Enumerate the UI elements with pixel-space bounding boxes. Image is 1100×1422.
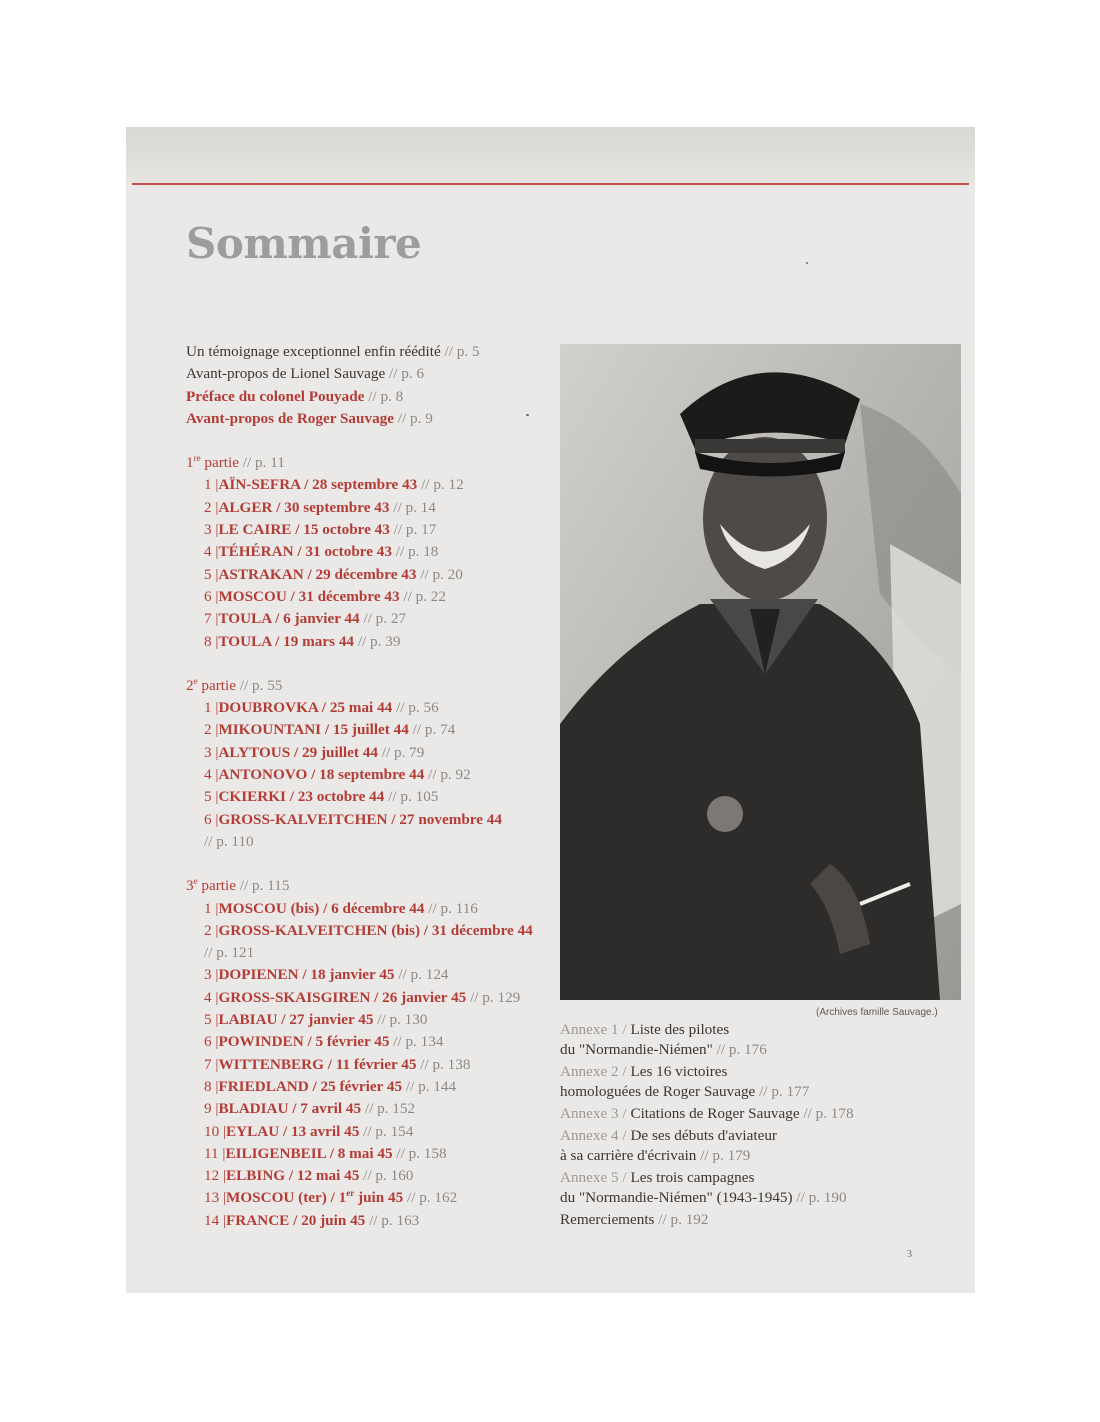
header-rule <box>132 183 969 185</box>
page-number: 3 <box>907 1249 912 1260</box>
chapter-entry[interactable]: 13 |MOSCOU (ter) / 1er juin 45 // p. 162 <box>204 1188 458 1207</box>
chapter-entry[interactable]: 8 |FRIEDLAND / 25 février 45 // p. 144 <box>204 1077 457 1095</box>
annex-entry[interactable]: Annexe 1 / Liste des pilotes du "Normandie-Niémen" // p. 176 <box>560 1021 767 1058</box>
chapter-entry[interactable]: 3 |LE CAIRE / 15 octobre 43 // p. 17 <box>204 521 437 539</box>
toc-entry[interactable]: Avant-propos de Roger Sauvage // p. 9 <box>186 409 433 427</box>
chapter-entry[interactable]: 9 |BLADIAU / 7 avril 45 // p. 152 <box>204 1100 416 1118</box>
part-heading[interactable]: 3e partie // p. 115 <box>186 876 290 895</box>
chapter-entry[interactable]: 5 |LABIAU / 27 janvier 45 // p. 130 <box>204 1011 428 1029</box>
chapter-entry[interactable]: 1 |MOSCOU (bis) / 6 décembre 44 // p. 116 <box>204 899 478 917</box>
thanks-entry[interactable]: Remerciements // p. 192 <box>560 1211 709 1228</box>
chapter-entry[interactable]: 1 |AÏN-SEFRA / 28 septembre 43 // p. 12 <box>204 476 464 494</box>
toc-entry[interactable]: Préface du colonel Pouyade // p. 8 <box>186 387 404 405</box>
paper-speck <box>526 414 529 416</box>
portrait-photo <box>560 344 961 1000</box>
paper-speck <box>806 262 808 264</box>
chapter-entry[interactable]: 7 |TOULA / 6 janvier 44 // p. 27 <box>204 610 407 628</box>
toc-entry[interactable]: Un témoignage exceptionnel enfin réédité // p. 5 <box>186 343 480 360</box>
table-of-contents <box>186 341 556 1232</box>
chapter-entry[interactable]: 4 |ANTONOVO / 18 septembre 44 // p. 92 <box>204 766 471 784</box>
toc-parts <box>186 452 556 1232</box>
book-page <box>126 127 975 1293</box>
chapter-entry[interactable]: 5 |ASTRAKAN / 29 décembre 43 // p. 20 <box>204 565 463 583</box>
annex-entry[interactable]: Annexe 5 / Les trois campagnes du "Normandie-Niémen" (1943-1945) // p. 190 <box>560 1169 847 1206</box>
part-heading[interactable]: 2e partie // p. 55 <box>186 675 283 694</box>
chapter-entry[interactable]: 12 |ELBING / 12 mai 45 // p. 160 <box>204 1167 414 1185</box>
chapter-entry[interactable]: 4 |GROSS-SKAISGIREN / 26 janvier 45 // p. 129 <box>204 988 521 1006</box>
annex-entry[interactable]: Annexe 2 / Les 16 victoires homologuées de Roger Sauvage // p. 177 <box>560 1063 810 1100</box>
chapter-entry[interactable]: 14 |FRANCE / 20 juin 45 // p. 163 <box>204 1211 420 1229</box>
toc-entry[interactable]: Avant-propos de Lionel Sauvage // p. 6 <box>186 365 425 383</box>
annex-list <box>560 1020 960 1232</box>
chapter-entry[interactable]: 3 |ALYTOUS / 29 juillet 44 // p. 79 <box>204 743 425 761</box>
annex-entry[interactable]: Annexe 4 / De ses débuts d'aviateur à sa carrière d'écrivain // p. 179 <box>560 1127 777 1164</box>
chapter-entry[interactable]: 2 |MIKOUNTANI / 15 juillet 44 // p. 74 <box>204 721 456 739</box>
chapter-entry[interactable]: 6 |POWINDEN / 5 février 45 // p. 134 <box>204 1033 444 1051</box>
annex-entry[interactable]: Annexe 3 / Citations de Roger Sauvage // p. 178 <box>560 1105 854 1122</box>
chapter-entry[interactable]: 6 |MOSCOU / 31 décembre 43 // p. 22 <box>204 587 446 605</box>
chapter-entry[interactable]: 1 |DOUBROVKA / 25 mai 44 // p. 56 <box>204 699 439 717</box>
chapter-entry[interactable]: 7 |WITTENBERG / 11 février 45 // p. 138 <box>204 1055 471 1073</box>
part-heading[interactable]: 1re partie // p. 11 <box>186 453 285 472</box>
chapter-entry[interactable]: 2 |GROSS-KALVEITCHEN (bis) / 31 décembre 44 // p. 121 <box>204 921 533 962</box>
chapter-entry[interactable]: 2 |ALGER / 30 septembre 43 // p. 14 <box>204 498 436 516</box>
portrait-illustration <box>560 344 961 1000</box>
chapter-entry[interactable]: 11 |EILIGENBEIL / 8 mai 45 // p. 158 <box>204 1144 447 1162</box>
chapter-entry[interactable]: 4 |TÉHÉRAN / 31 octobre 43 // p. 18 <box>204 543 439 561</box>
chapter-entry[interactable]: 5 |CKIERKI / 23 octobre 44 // p. 105 <box>204 788 439 806</box>
chapter-entry[interactable]: 3 |DOPIENEN / 18 janvier 45 // p. 124 <box>204 966 449 984</box>
top-band <box>126 127 975 183</box>
photo-caption: (Archives famille Sauvage.) <box>816 1007 938 1018</box>
chapter-entry[interactable]: 8 |TOULA / 19 mars 44 // p. 39 <box>204 632 401 650</box>
chapter-entry[interactable]: 6 |GROSS-KALVEITCHEN / 27 novembre 44 // p. 110 <box>204 810 502 850</box>
page-title: Sommaire <box>186 219 422 268</box>
chapter-entry[interactable]: 10 |EYLAU / 13 avril 45 // p. 154 <box>204 1122 414 1140</box>
